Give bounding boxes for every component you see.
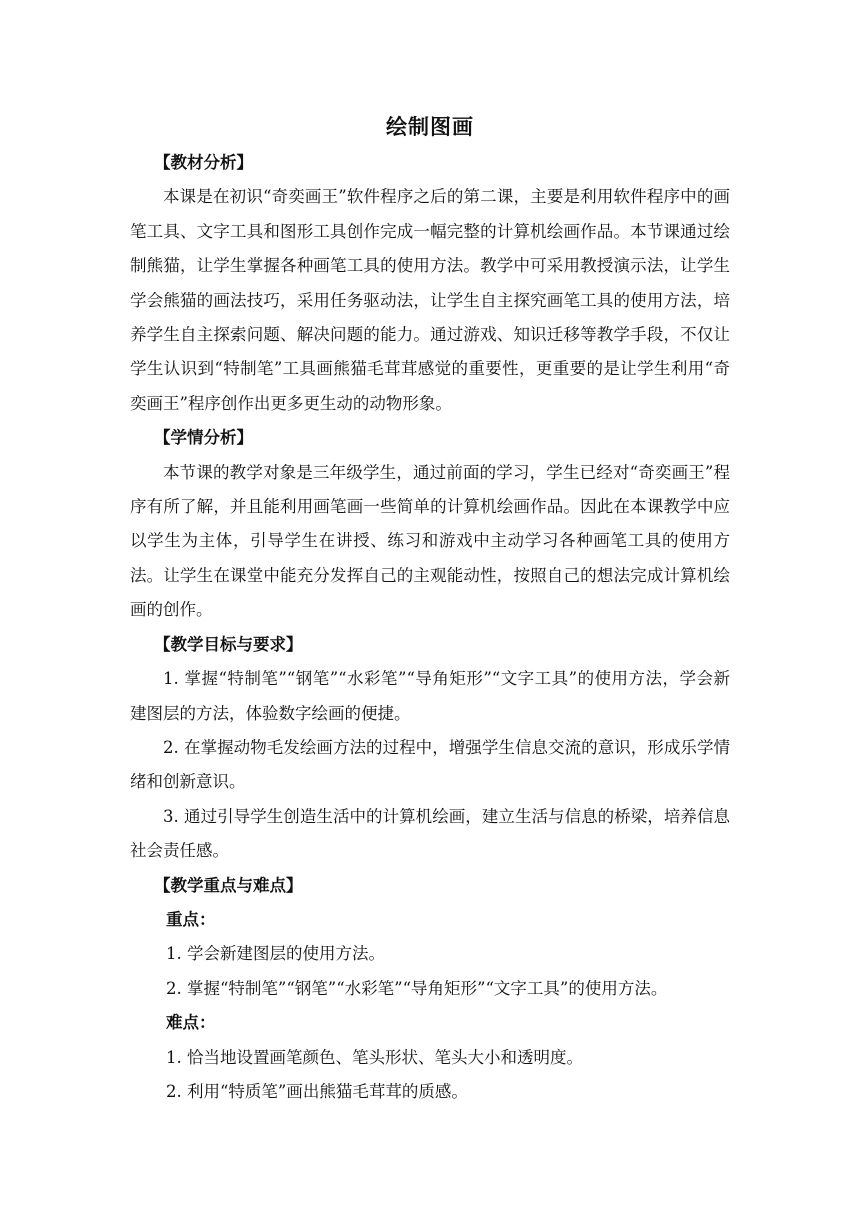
section-heading-key-difficult-points: 【教学重点与难点】 [154,875,303,895]
section-heading-teaching-objectives: 【教学目标与要求】 [154,634,303,654]
objective-item-3: 3. 通过引导学生创造生活中的计算机绘画，建立生活与信息的桥梁，培养信息社会责任感。 [130,806,730,861]
student-analysis-paragraph: 本节课的教学对象是三年级学生，通过前面的学习，学生已经对“奇奕画王”程序有所了解，并且能利用画笔画一些简单的计算机绘画作品。因此在本课教学中应以学生为主体，引导学生在讲授、练习和游戏中主动学习各种画笔工具的使用方法。让学生在课堂中能充分发挥自己的主观能动性，按照自己的想法完成计算机绘画的创作。 [130,462,730,620]
section-heading-textbook-analysis: 【教材分析】 [154,153,253,172]
section-heading-student-analysis: 【学情分析】 [154,428,253,448]
key-points-label: 重点： [166,909,216,929]
document-body [130,146,730,1109]
document-title: 绘制图画 [386,115,474,139]
difficult-points-label: 难点： [166,1013,216,1033]
textbook-analysis-paragraph: 本课是在初识“奇奕画王”软件程序之后的第二课，主要是利用软件程序中的画笔工具、文字工具和图形工具创作完成一幅完整的计算机绘画作品。本节课通过绘制熊猫，让学生掌握各种画笔工具的使用方法。教学中可采用教授演示法，让学生学会熊猫的画法技巧，采用任务驱动法，让学生自主探究画笔工具的使用方法，培养学生自主探索问题、解决问题的能力。通过游戏、知识迁移等教学手段，不仅让学生认识到“特制笔”工具画熊猫毛茸茸感觉的重要性，更重要的是让学生利用“奇奕画王”程序创作出更多更生动的动物形象。 [130,187,730,413]
key-point-item-2: 2. 掌握“特制笔”“钢笔”“水彩笔”“导角矩形”“文字工具”的使用方法。 [166,978,668,998]
difficult-point-item-1: 1. 恰当地设置画笔颜色、笔头形状、笔头大小和透明度。 [166,1047,583,1067]
objective-item-2: 2. 在掌握动物毛发绘画方法的过程中，增强学生信息交流的意识，形成乐学情绪和创新意识。 [130,737,730,792]
difficult-point-item-2: 2. 利用“特质笔”画出熊猫毛茸茸的质感。 [166,1081,468,1101]
key-point-item-1: 1. 学会新建图层的使用方法。 [166,944,385,964]
objective-item-1: 1. 掌握“特制笔”“钢笔”“水彩笔”“导角矩形”“文字工具”的使用方法，学会新建图层的方法，体验数字绘画的便捷。 [130,669,730,723]
